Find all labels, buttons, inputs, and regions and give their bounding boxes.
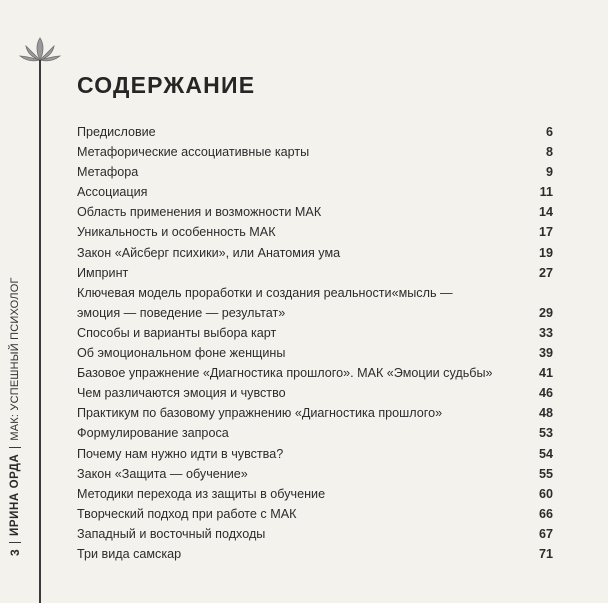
toc-entry-title: Метафорические ассоциативные карты (77, 145, 310, 160)
toc-entry-title: Область применения и возможности МАК (77, 205, 322, 220)
toc-entry-title: Закон «Айсберг психики», или Анатомия ума (77, 245, 341, 260)
toc-entry-title: Ассоциация (77, 185, 148, 200)
toc-entry-title: Базовое упражнение «Диагностика прошлого». МАК «Эмоции судьбы» (77, 366, 493, 381)
toc-entry-title: Ключевая модель проработки и создания реальности«мысль — (77, 285, 453, 300)
toc-entry-page: 14 (538, 205, 553, 220)
toc-entry[interactable] (77, 243, 553, 263)
toc-entry-title: Формулирование запроса (77, 426, 229, 441)
toc-entry-page: 33 (538, 325, 553, 340)
toc-entry-title: Предисловие (77, 125, 156, 139)
toc-entry[interactable] (77, 182, 553, 202)
toc-entry-title: Закон «Защита — обучение» (77, 466, 248, 481)
toc-entry-title: Уникальность и особенность МАК (77, 225, 276, 240)
toc-entry[interactable] (77, 363, 553, 383)
toc-entry-page: 6 (545, 125, 553, 139)
toc-entry[interactable] (77, 403, 553, 423)
toc-entry-title-continued: эмоция — поведение — результат» (77, 305, 286, 320)
toc-entry-title: Об эмоциональном фоне женщины (77, 346, 286, 361)
toc-entry-title: Способы и варианты выбора карт (77, 325, 277, 340)
toc-entry-page: 67 (538, 526, 553, 541)
toc-entry-page: 54 (538, 446, 553, 461)
toc-entry[interactable] (77, 162, 553, 182)
toc-entry-page: 27 (538, 265, 553, 280)
toc-entry-page: 9 (545, 165, 553, 180)
side-author: ИРИНА ОРДА (9, 453, 21, 537)
table-of-contents (77, 122, 553, 564)
toc-entry[interactable] (77, 423, 553, 443)
toc-entry[interactable] (77, 544, 553, 564)
toc-entry[interactable] (77, 464, 553, 484)
toc-entry-page: 19 (538, 245, 553, 260)
toc-entry-title: Почему нам нужно идти в чувства? (77, 446, 284, 461)
toc-entry-page: 29 (538, 305, 553, 320)
toc-entry-page: 39 (538, 346, 553, 361)
toc-entry-title: Методики перехода из защиты в обучение (77, 486, 326, 501)
toc-entry-title: Творческий подход при работе с МАК (77, 506, 297, 521)
toc-entry[interactable] (77, 122, 553, 142)
toc-entry-title: Чем различаются эмоция и чувство (77, 386, 286, 401)
toc-entry[interactable] (77, 283, 553, 323)
side-page-number: 3 (8, 549, 22, 556)
toc-entry-page: 46 (538, 386, 553, 401)
toc-entry-page: 17 (538, 225, 553, 240)
toc-entry[interactable] (77, 263, 553, 283)
toc-entry[interactable] (77, 222, 553, 242)
toc-entry[interactable] (77, 484, 553, 504)
toc-entry[interactable] (77, 504, 553, 524)
toc-entry-page: 55 (538, 466, 553, 481)
toc-entry-page: 71 (538, 546, 553, 561)
toc-entry[interactable] (77, 323, 553, 343)
toc-entry-page: 8 (545, 145, 553, 160)
toc-entry-title: Импринт (77, 265, 129, 280)
toc-entry-title: Метафора (77, 165, 139, 180)
page-title: СОДЕРЖАНИЕ (77, 72, 256, 98)
toc-entry[interactable] (77, 142, 553, 162)
toc-entry[interactable] (77, 524, 553, 544)
toc-entry-page: 41 (538, 366, 553, 381)
running-side-header (8, 277, 22, 556)
toc-entry-page: 53 (538, 426, 553, 441)
toc-entry-title: Практикум по базовому упражнению «Диагностика прошлого» (77, 406, 443, 421)
toc-entry[interactable] (77, 383, 553, 403)
side-separator (9, 447, 21, 448)
toc-entry-page: 48 (538, 406, 553, 421)
side-book-title: МАК: УСПЕШНЫЙ ПСИХОЛОГ (9, 277, 21, 441)
toc-entry[interactable] (77, 343, 553, 363)
side-separator (9, 542, 21, 543)
toc-entry[interactable] (77, 202, 553, 222)
toc-entry-title: Три вида самскар (77, 546, 182, 561)
toc-entry-page: 66 (538, 506, 553, 521)
vertical-rule (39, 60, 41, 603)
toc-entry-title: Западный и восточный подходы (77, 526, 266, 541)
toc-entry[interactable] (77, 444, 553, 464)
toc-entry-page: 60 (538, 486, 553, 501)
toc-entry-page: 11 (539, 185, 553, 200)
